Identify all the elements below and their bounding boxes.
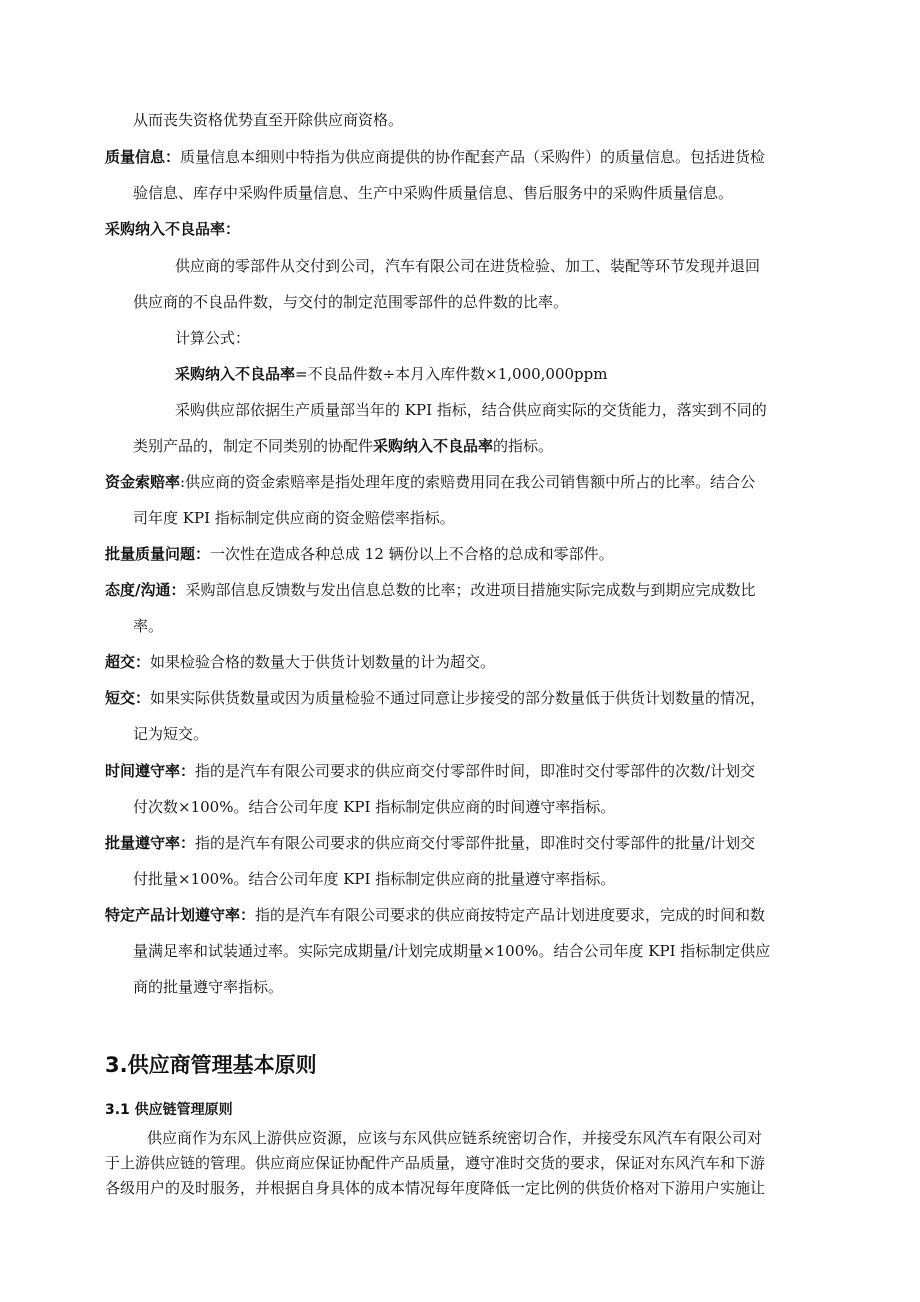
quality-info-text: 质量信息本细则中特指为供应商提供的协作配套产品（采购件）的质量信息。包括进货检 [180, 148, 766, 166]
time-rate-line-2: 付次数×100%。结合公司年度 KPI 指标制定供应商的时间遵守率指标。 [133, 798, 616, 816]
short-delivery-line-1 [105, 688, 765, 708]
defect-desc-4-term: 采购纳入不良品率 [373, 437, 494, 455]
batch-quality-term: 批量质量问题： [105, 545, 211, 563]
defect-rate-desc-1: 供应商的零部件从交付到公司，汽车有限公司在进货检验、加工、装配等环节发现并退回 [175, 257, 761, 275]
plan-rate-term: 特定产品计划遵守率： [105, 906, 256, 924]
plan-rate-text: 指的是汽车有限公司要求的供应商按特定产品计划进度要求，完成的时间和数 [255, 906, 766, 924]
formula-line [175, 364, 608, 384]
claim-rate-text: :供应商的资金索赔率是指处理年度的索赔费用同在我公司销售额中所占的比率。结合公 [180, 473, 756, 491]
section-3-1-para-1: 供应商作为东风上游供应资源，应该与东风供应链系统密切合作，并接受东风汽车有限公司对 [147, 1129, 763, 1147]
batch-rate-line-2: 付批量×100%。结合公司年度 KPI 指标制定供应商的批量遵守率指标。 [133, 870, 616, 888]
time-rate-text: 指的是汽车有限公司要求的供应商交付零部件时间，即准时交付零部件的次数/计划交 [195, 762, 756, 780]
quality-info-term: 质量信息： [105, 148, 181, 166]
claim-rate-line-1 [105, 472, 755, 492]
batch-rate-term: 批量遵守率： [105, 834, 196, 852]
quality-info-line-1 [105, 147, 765, 167]
section-3-1-title: 3.1 供应链管理原则 [105, 1102, 233, 1118]
defect-rate-desc-4 [133, 436, 553, 456]
over-delivery-term: 超交： [105, 653, 151, 671]
short-delivery-text: 如果实际供货数量或因为质量检验不通过同意让步接受的部分数量低于供货计划数量的情况， [150, 689, 766, 707]
claim-rate-term: 资金索赔率 [105, 473, 181, 491]
defect-rate-heading: 采购纳入不良品率： [105, 220, 241, 238]
formula-term: 采购纳入不良品率 [175, 365, 296, 383]
attitude-line-1 [105, 580, 756, 600]
short-delivery-line-2: 记为短交。 [133, 725, 209, 743]
formula-expression: =不良品件数÷本月入库件数×1,000,000ppm [295, 365, 608, 383]
time-rate-line-1 [105, 761, 755, 781]
defect-rate-desc-2: 供应商的不良品件数，与交付的制定范围零部件的总件数的比率。 [133, 293, 569, 311]
plan-rate-line-1 [105, 905, 765, 925]
batch-quality-line [105, 544, 614, 564]
attitude-text: 采购部信息反馈数与发出信息总数的比率；改进项目措施实际完成数与到期应完成数比 [185, 581, 756, 599]
defect-desc-4a: 类别产品的，制定不同类别的协配件 [133, 437, 374, 455]
batch-rate-line-1 [105, 833, 755, 853]
over-delivery-text: 如果检验合格的数量大于供货计划数量的计为超交。 [150, 653, 496, 671]
short-delivery-term: 短交： [105, 689, 151, 707]
attitude-term: 态度/沟通： [105, 581, 186, 599]
quality-info-line-2: 验信息、库存中采购件质量信息、生产中采购件质量信息、售后服务中的采购件质量信息。 [133, 184, 734, 202]
defect-desc-4c: 的指标。 [493, 437, 554, 455]
attitude-line-2: 率。 [133, 617, 164, 635]
claim-rate-line-2: 司年度 KPI 指标制定供应商的资金赔偿率指标。 [133, 509, 455, 527]
batch-rate-text: 指的是汽车有限公司要求的供应商交付零部件批量，即准时交付零部件的批量/计划交 [195, 834, 756, 852]
plan-rate-line-3: 商的批量遵守率指标。 [133, 978, 284, 996]
time-rate-term: 时间遵守率： [105, 762, 196, 780]
section-3-title: 3.供应商管理基本原则 [105, 1053, 317, 1077]
section-3-1-para-2: 于上游供应链的管理。供应商应保证协配件产品质量，遵守准时交货的要求，保证对东风汽车和下游 [105, 1154, 766, 1172]
defect-rate-desc-3: 采购供应部依据生产质量部当年的 KPI 指标，结合供应商实际的交货能力，落实到不同的 [175, 401, 767, 419]
over-delivery-line [105, 652, 495, 672]
continuation-line: 从而丧失资格优势直至开除供应商资格。 [133, 111, 404, 129]
section-3-1-para-3: 各级用户的及时服务，并根据自身具体的成本情况每年度降低一定比例的供货价格对下游用户实施让 [105, 1179, 766, 1197]
batch-quality-text: 一次性在造成各种总成 12 辆份以上不合格的总成和零部件。 [210, 545, 614, 563]
plan-rate-line-2: 量满足率和试装通过率。实际完成期量/计划完成期量×100%。结合公司年度 KPI 指标制定供应 [133, 942, 771, 960]
formula-label: 计算公式： [175, 329, 251, 347]
